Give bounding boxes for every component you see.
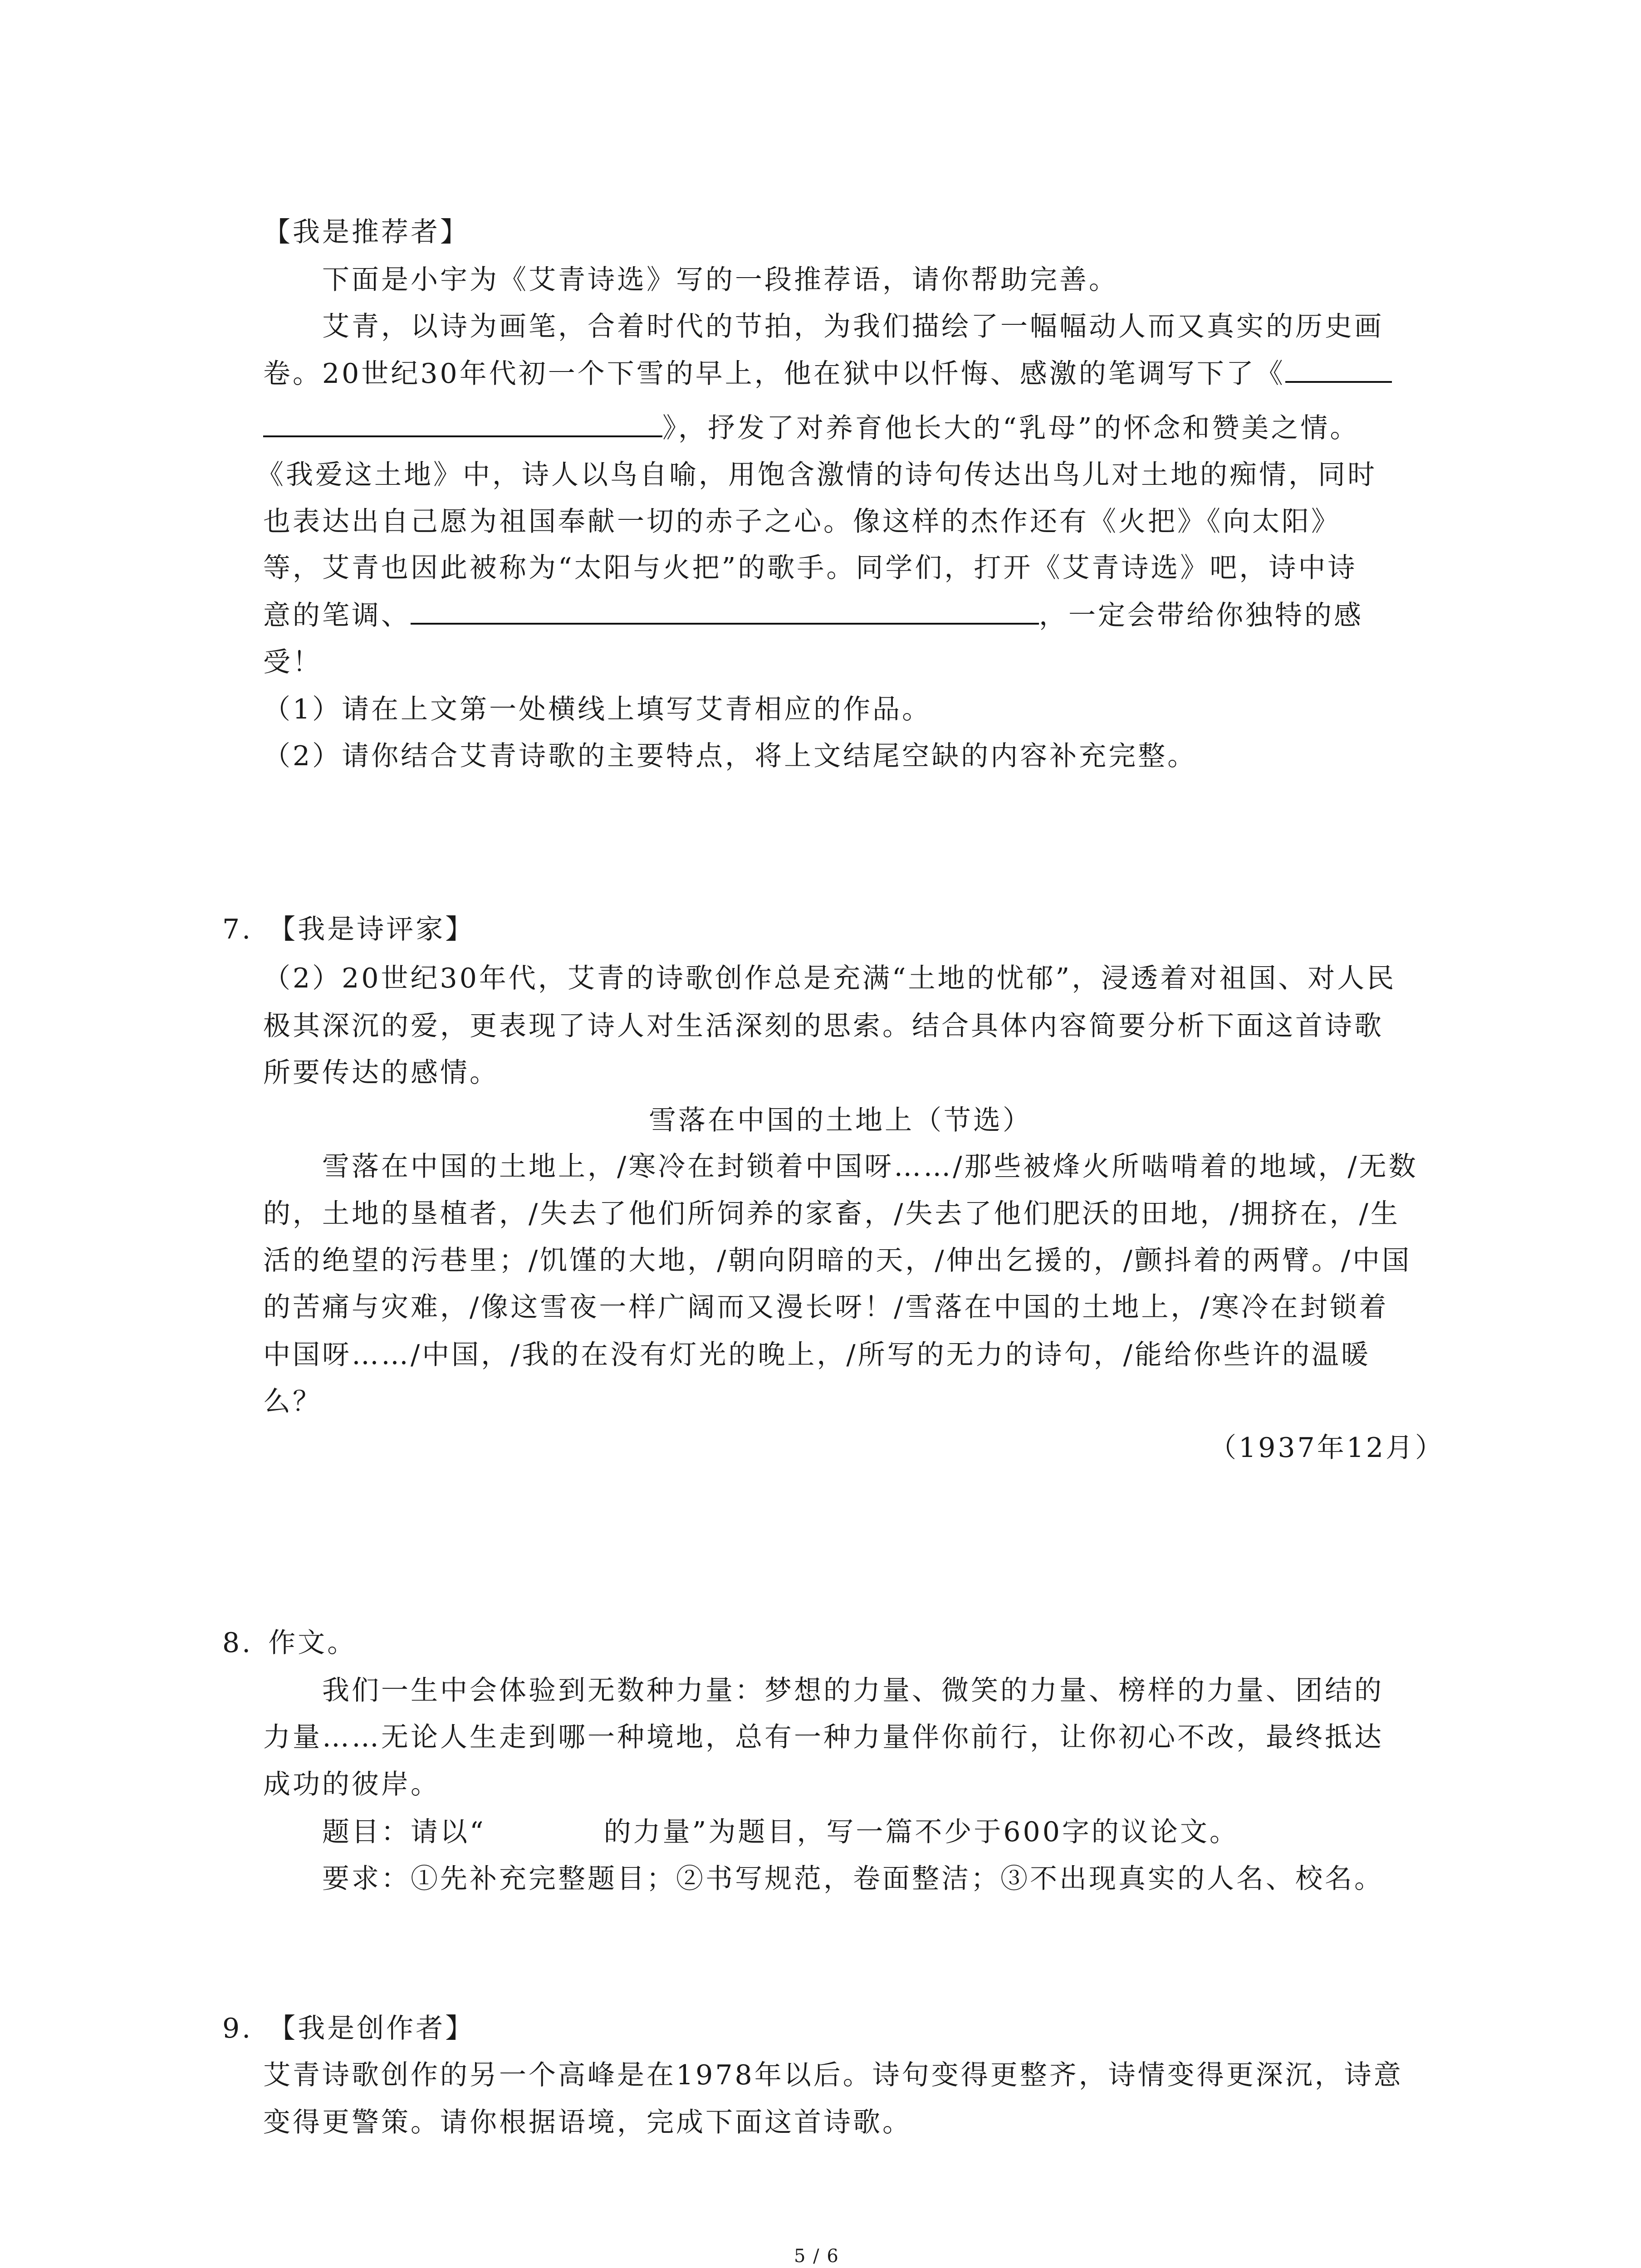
question-7-number: 7. (222, 914, 253, 945)
recommend-text-line-1: 艾青，以诗为画笔，合着时代的节拍，为我们描绘了一幅幅动人而又真实的历史画 (322, 311, 1384, 342)
recommend-text-line-2 (263, 350, 1392, 397)
question-6-1: （1）请在上文第一处横线上填写艾青相应的作品。 (263, 694, 932, 725)
critic-text-line-1: （2）20世纪30年代，艾青的诗歌创作总是充满“土地的忧郁”，浸透着对祖国、对人民 (263, 963, 1396, 994)
question-8-number: 8. (222, 1627, 253, 1659)
recommend-text-line-7 (263, 592, 1363, 639)
page-number: 5 / 6 (794, 2246, 839, 2267)
answer-blank-poetry-features[interactable] (411, 594, 1039, 625)
poem-line: 的，土地的垦植者，/失去了他们所饲养的家畜，/失去了他们肥沃的田地，/拥挤在，/生 (263, 1198, 1400, 1230)
recommend-text-line-7a: 意的笔调、 (263, 600, 411, 631)
critic-text-line-2: 极其深沉的爱，更表现了诗人对生活深刻的思索。结合具体内容简要分析下面这首诗歌 (263, 1010, 1384, 1042)
poem-line: 活的绝望的污巷里；/饥馑的大地，/朝向阴暗的天，/伸出乞援的，/颤抖着的两臂。/中国 (263, 1245, 1412, 1276)
recommend-text-line-3-text: 》，抒发了对养育他长大的“乳母”的怀念和赞美之情。 (662, 412, 1360, 444)
poem-date: （1937年12月） (1209, 1432, 1445, 1464)
recommend-text-line-5: 也表达出自己愿为祖国奉献一切的赤子之心。像这样的杰作还有《火把》《向太阳》 (263, 506, 1341, 538)
creator-text-line-1: 艾青诗歌创作的另一个高峰是在1978年以后。诗句变得更整齐，诗情变得更深沉，诗意 (263, 2059, 1403, 2091)
recommend-text-line-4: 《我爱这土地》中，诗人以鸟自喻，用饱含激情的诗句传达出鸟儿对土地的痴情，同时 (256, 459, 1377, 491)
section-title-creator: 【我是创作者】 (268, 2013, 475, 2044)
section-title-critic: 【我是诗评家】 (268, 914, 475, 945)
essay-text-line-3: 成功的彼岸。 (263, 1769, 440, 1800)
answer-blank-poem-title-end[interactable] (263, 406, 662, 437)
essay-text-line-2: 力量……无论人生走到哪一种境地，总有一种力量伴你前行，让你初心不改，最终抵达 (263, 1721, 1384, 1753)
poem-line: 中国呀……/中国，/我的在没有灯光的晚上，/所写的无力的诗句，/能给你些许的温暖 (263, 1339, 1371, 1371)
poem-line: 的苦痛与灾难，/像这雪夜一样广阔而又漫长呀！/雪落在中国的土地上，/寒冷在封锁着 (263, 1291, 1389, 1323)
recommend-text-line-6: 等，艾青也因此被称为“太阳与火把”的歌手。同学们，打开《艾青诗选》吧，诗中诗 (263, 552, 1357, 584)
recommend-text-line-8: 受！ (263, 646, 322, 678)
recommend-text-line-3 (263, 405, 1359, 452)
poem-title: 雪落在中国的土地上（节选） (649, 1105, 1032, 1136)
question-7-heading (222, 906, 475, 953)
question-9-heading (222, 2005, 475, 2052)
question-8-heading (222, 1619, 357, 1667)
question-9-number: 9. (222, 2013, 253, 2044)
recommend-intro: 下面是小宇为《艾青诗选》写的一段推荐语，请你帮助完善。 (322, 264, 1118, 296)
creator-text-line-2: 变得更警策。请你根据语境，完成下面这首诗歌。 (263, 2107, 912, 2138)
essay-topic (322, 1809, 1239, 1856)
answer-blank-poem-title-start[interactable] (1285, 352, 1392, 383)
essay-requirements: 要求：①先补充完整题目；②书写规范，卷面整洁；③不出现真实的人名、校名。 (322, 1863, 1384, 1895)
essay-topic-prefix: 题目：请以“ (322, 1816, 486, 1848)
recommend-text-line-2-text: 卷。20世纪30年代初一个下雪的早上，他在狱中以忏悔、感激的笔调写下了《 (263, 358, 1285, 390)
section-title-recommender: 【我是推荐者】 (263, 216, 470, 248)
critic-text-line-3: 所要传达的感情。 (263, 1057, 499, 1089)
essay-topic-suffix: 的力量”为题目，写一篇不少于600字的议论文。 (603, 1816, 1239, 1848)
section-title-essay: 作文。 (268, 1627, 357, 1659)
poem-line: 么？ (263, 1386, 322, 1418)
essay-text-line-1: 我们一生中会体验到无数种力量：梦想的力量、微笑的力量、榜样的力量、团结的 (322, 1675, 1384, 1706)
recommend-text-line-7b: ，一定会带给你独特的感 (1039, 600, 1363, 631)
question-6-2: （2）请你结合艾青诗歌的主要特点，将上文结尾空缺的内容补充完整。 (263, 740, 1197, 772)
poem-line: 雪落在中国的土地上，/寒冷在封锁着中国呀……/那些被烽火所啮啃着的地域，/无数 (322, 1151, 1418, 1183)
